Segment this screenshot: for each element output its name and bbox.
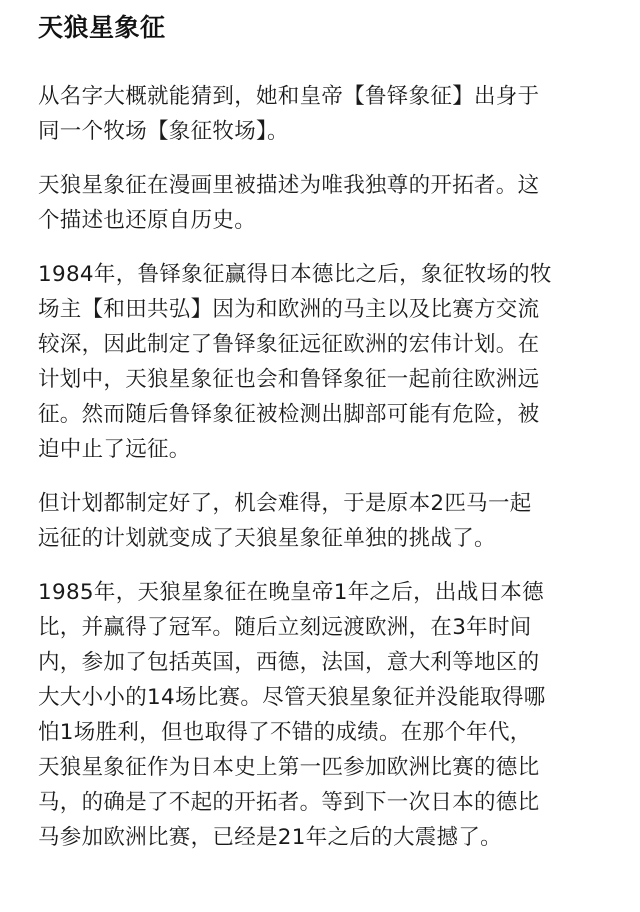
paragraph-2 bbox=[38, 168, 604, 238]
text-line: 天狼星象征在漫画里被描述为唯我独尊的开拓者。这 bbox=[38, 173, 540, 198]
text-line: 马，的确是了不起的开拓者。等到下一次日本的德比 bbox=[38, 790, 540, 815]
text-line: 从名字大概就能猜到，她和皇帝【鲁铎象征】出身于 bbox=[38, 84, 540, 109]
paragraph-3 bbox=[38, 257, 604, 467]
paragraph-1 bbox=[38, 79, 604, 149]
text-line: 1985年，天狼星象征在晚皇帝1年之后，出战日本德 bbox=[38, 580, 544, 605]
text-line: 个描述也还原自历史。 bbox=[38, 208, 257, 233]
text-line: 迫中止了远征。 bbox=[38, 437, 191, 462]
text-line: 内，参加了包括英国，西德，法国，意大利等地区的 bbox=[38, 650, 540, 675]
paragraph-5 bbox=[38, 575, 604, 855]
text-line: 比，并赢得了冠军。随后立刻远渡欧洲，在3年时间 bbox=[38, 615, 532, 640]
text-line: 同一个牧场【象征牧场】。 bbox=[38, 119, 289, 144]
text-line: 场主【和田共弘】因为和欧洲的马主以及比赛方交流 bbox=[38, 297, 540, 322]
text-line: 大大小小的14场比赛。尽管天狼星象征并没能取得哪 bbox=[38, 685, 546, 710]
text-line: 怕1场胜利，但也取得了不错的成绩。在那个年代， bbox=[38, 720, 532, 745]
text-line: 计划中，天狼星象征也会和鲁铎象征一起前往欧洲远 bbox=[38, 367, 540, 392]
text-line: 远征的计划就变成了天狼星象征单独的挑战了。 bbox=[38, 526, 496, 551]
text-line: 较深，因此制定了鲁铎象征远征欧洲的宏伟计划。在 bbox=[38, 332, 540, 357]
text-line: 马参加欧洲比赛，已经是21年之后的大震撼了。 bbox=[38, 825, 502, 850]
article-title: 天狼星象征 bbox=[38, 13, 166, 42]
text-line: 但计划都制定好了，机会难得，于是原本2匹马一起 bbox=[38, 491, 532, 516]
text-line: 1984年，鲁铎象征赢得日本德比之后，象征牧场的牧 bbox=[38, 262, 552, 287]
text-line: 天狼星象征作为日本史上第一匹参加欧洲比赛的德比 bbox=[38, 755, 540, 780]
article bbox=[38, 8, 604, 855]
text-line: 征。然而随后鲁铎象征被检测出脚部可能有危险，被 bbox=[38, 402, 540, 427]
paragraph-4 bbox=[38, 486, 604, 556]
